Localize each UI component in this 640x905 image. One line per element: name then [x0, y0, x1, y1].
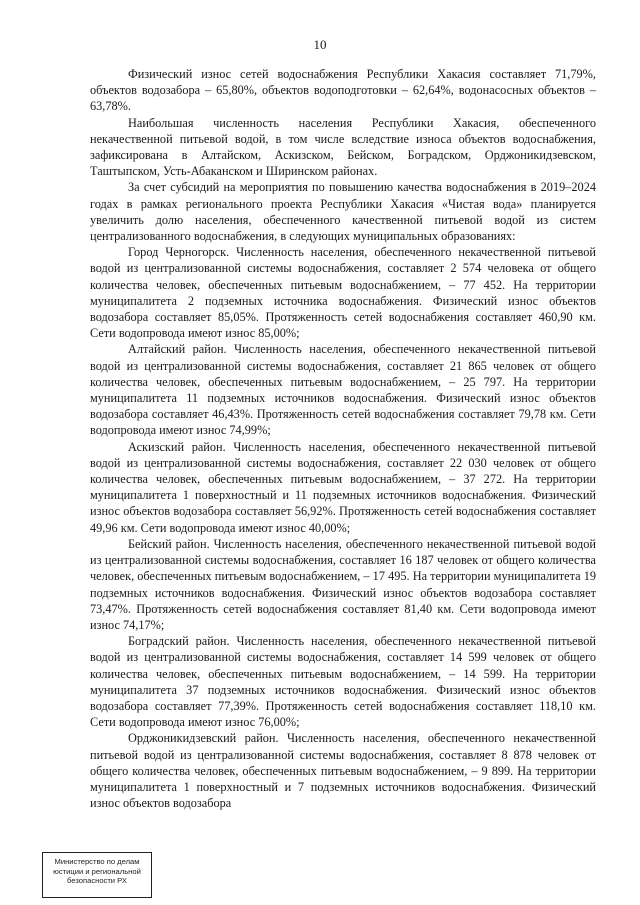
paragraph-beisky: Бейский район. Численность населения, обеспеченного некачественной питьевой водой из централизованной системы водоснабжения, составляет 16 187 человек от общего количества человек, обеспеченных питьевым водоснабжением, – 17 495. На территории муниципалитета 19 подземных источников водоснабжения. Физический износ объектов водозабора составляет 73,47%. Протяженность сетей водоснабжения составляет 81,40 км. Сети водопровода имеют износ 74,17%;	[90, 536, 596, 632]
paragraph-subsidies: За счет субсидий на мероприятия по повышению качества водоснабжения в 2019–2024 годах в рамках регионального проекта Республики Хакасия «Чистая вода» планируется увеличить долю населения, обеспеченного качественной питьевой водой из систем централизованного водоснабжения, в следующих муниципальных образованиях:	[90, 180, 596, 244]
paragraph-bogradsky: Боградский район. Численность населения, обеспеченного некачественной питьевой водой из централизованной системы водоснабжения, составляет 14 599 человек от общего количества человек, обеспеченных питьевым водоснабжением, – 14 599. На территории муниципалитета 37 подземных источников водоснабжения. Физический износ объектов водозабора составляет 77,39%. Протяженность сетей водоснабжения составляет 118,10 км. Сети водопровода имеют износ 76,00%;	[90, 634, 596, 730]
paragraph-ordzhonikidzevsky: Орджоникидзевский район. Численность населения, обеспеченного некачественной питьевой водой из централизованной системы водоснабжения, составляет 8 878 человек от общего количества человек, обеспеченных питьевым водоснабжением, – 9 899. На территории муниципалитета 1 поверхностный и 7 подземных источников водоснабжения. Физический износ объектов водозабора	[90, 731, 596, 811]
paragraph-askizsky: Аскизский район. Численность населения, обеспеченного некачественной питьевой водой из централизованной системы водоснабжения, составляет 22 030 человек от общего количества человек, обеспеченных питьевым водоснабжением, – 37 272. На территории муниципалитета 1 поверхностный и 11 подземных источников водоснабжения. Физический износ объектов водозабора составляет 56,92%. Протяженность сетей водоснабжения составляет 49,96 км. Сети водопровода имеют износ 40,00%;	[90, 439, 596, 535]
stamp-line-1: Министерство по делам	[54, 857, 140, 866]
paragraph-population-districts: Наибольшая численность населения Республики Хакасия, обеспеченного некачественной питьевой водой, в том числе вследствие износа объектов водоснабжения, зафиксирована в Алтайском, Аскизском, Бейском, Боградском, Орджоникидзевском, Таштыпском, Усть-Абаканском и Ширинском районах.	[90, 115, 596, 179]
document-body	[90, 66, 596, 811]
stamp-line-2: юстиции и региональной	[53, 866, 141, 876]
page-number: 10	[313, 37, 327, 52]
paragraph-chernogorsk: Город Черногорск. Численность населения, обеспеченного некачественной питьевой водой из централизованной системы водоснабжения, составляет 2 574 человека от общего количества человек, обеспеченных питьевым водоснабжением, – 77 452. На территории муниципалитета 2 подземных источника водоснабжения. Физический износ объектов водозабора составляет 85,05%. Протяженность сетей водоснабжения составляет 460,90 км. Сети водопровода имеют износ 85,00%;	[90, 245, 596, 341]
paragraph-wear-overview: Физический износ сетей водоснабжения Республики Хакасия составляет 71,79%, объектов водозабора – 65,80%, объектов водоподготовки – 62,64%, водонасосных объектов – 63,78%.	[90, 67, 596, 114]
ministry-stamp	[42, 852, 152, 898]
paragraph-altaisky: Алтайский район. Численность населения, обеспеченного некачественной питьевой водой из централизованной системы водоснабжения, составляет 21 865 человек от общего количества человек, обеспеченных питьевым водоснабжением, – 25 797. На территории муниципалитета 11 подземных источников водоснабжения. Физический износ объектов водозабора составляет 46,43%. Протяженность сетей водоснабжения составляет 79,78 км. Сети водопровода имеют износ 74,99%;	[90, 342, 596, 438]
stamp-line-3: безопасности РХ	[67, 876, 127, 886]
